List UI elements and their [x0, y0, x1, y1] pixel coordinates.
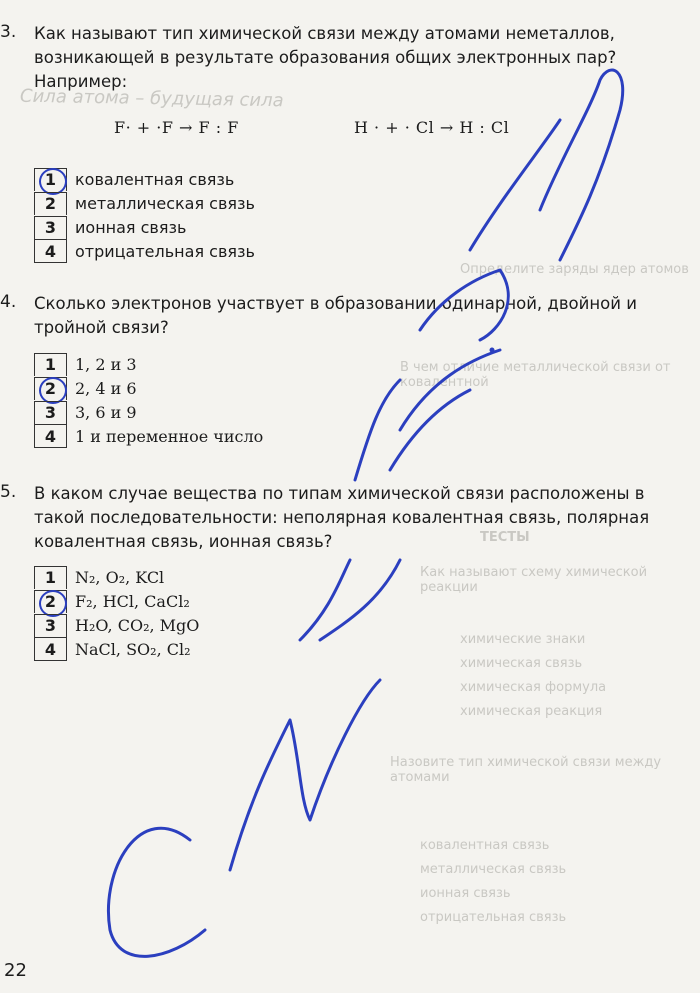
option-label: NaCl, SO₂, Cl₂	[75, 639, 191, 659]
bleed-text-8: химическая формула	[460, 680, 607, 695]
example-formula-f2: F· + ·F → F : F	[114, 118, 239, 137]
option-label: F₂, HCl, CaCl₂	[75, 591, 190, 611]
option-label: ионная связь	[75, 217, 187, 237]
bleed-text-14: отрицательная связь	[420, 910, 567, 925]
option-number: 3	[34, 401, 67, 424]
question-number: 5.	[0, 482, 17, 502]
option-label: ковалентная связь	[75, 169, 235, 189]
question-number: 4.	[0, 292, 17, 312]
page-number: 22	[4, 960, 27, 981]
question-number: 3.	[0, 22, 17, 42]
bleed-text-5: Как называют схему химической реакции	[420, 565, 648, 595]
option-label: 1 и переменное число	[75, 426, 264, 446]
option-number: 4	[34, 637, 67, 661]
bleed-text-4: ТЕСТЫ	[480, 530, 530, 545]
option-number: 4	[34, 424, 67, 448]
bleed-text-11: ковалентная связь	[420, 838, 550, 853]
option-number: 2	[34, 192, 67, 215]
option-label: металлическая связь	[75, 193, 255, 213]
question-text: Как называют тип химической связи между атомами неметаллов, возникающей в результате образования общих электронных пар? Например:	[34, 24, 617, 91]
bleed-text-1: Сила атома – будущая сила	[19, 85, 284, 112]
option-number: 2	[34, 590, 67, 613]
option-number: 3	[34, 216, 67, 239]
bleed-text-2: Определите заряды ядер атомов	[460, 262, 689, 277]
bleed-text-13: ионная связь	[420, 886, 511, 901]
bleed-text-10: Назовите тип химической связи между атомами	[390, 755, 662, 785]
option-number: 4	[34, 239, 67, 263]
option-label: 3, 6 и 9	[75, 402, 137, 422]
bleed-text-3: В чем отличие металлической связи от ковалентной	[400, 360, 671, 390]
bleed-text-12: металлическая связь	[420, 862, 567, 877]
option-number: 1	[34, 168, 67, 191]
option-label: H₂O, CO₂, MgO	[75, 615, 200, 635]
option-number: 1	[34, 566, 67, 589]
option-number: 3	[34, 614, 67, 637]
question-text: В каком случае вещества по типам химической связи расположены в такой последовательности: неполярная ковалентная связь, полярная ковалентная связь, ионная связь?	[34, 484, 650, 551]
option-label: отрицательная связь	[75, 241, 255, 261]
option-label: 1, 2 и 3	[75, 354, 137, 374]
question-text: Сколько электронов участвует в образовании одинарной, двойной и тройной связи?	[34, 294, 637, 337]
option-number: 2	[34, 377, 67, 400]
option-label: N₂, O₂, KCl	[75, 567, 165, 587]
bleed-text-9: химическая реакция	[460, 704, 603, 719]
option-label: 2, 4 и 6	[75, 378, 137, 398]
example-formula-hcl: H · + · Cl → H : Cl	[354, 118, 510, 137]
bleed-text-7: химическая связь	[460, 656, 583, 671]
option-number: 1	[34, 353, 67, 376]
bleed-text-6: химические знаки	[460, 632, 586, 647]
